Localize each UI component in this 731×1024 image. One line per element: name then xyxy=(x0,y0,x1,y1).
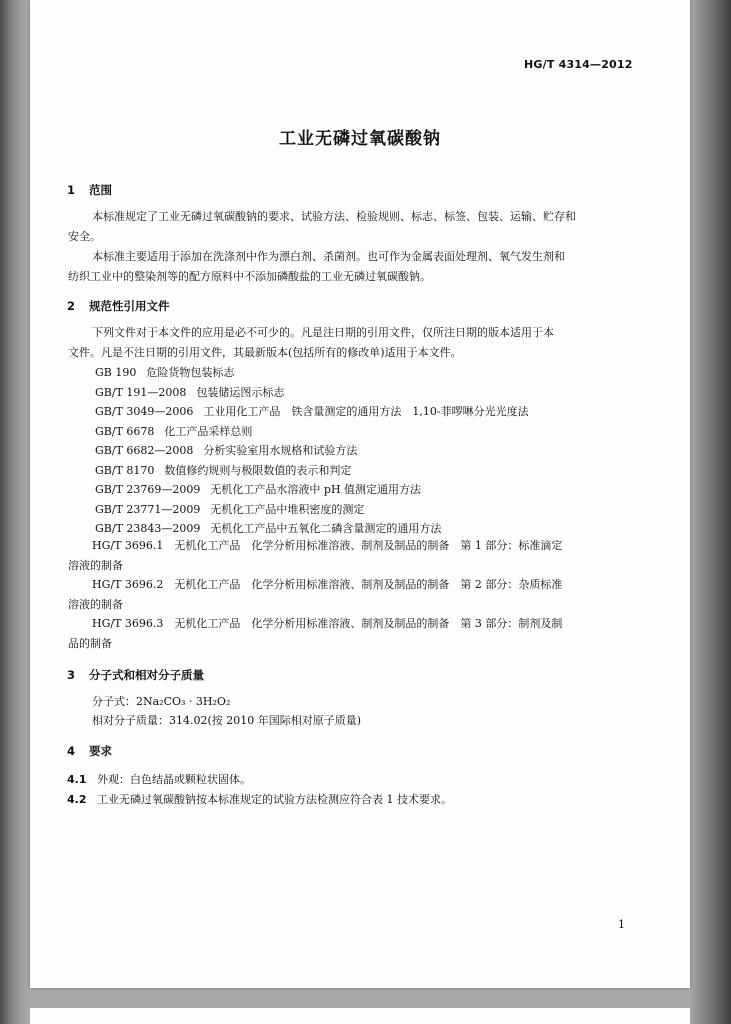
reference-item xyxy=(95,423,252,439)
section-number: 4 xyxy=(67,744,76,758)
hg-reference-2-line-1: HG/T 3696.2 无机化工产品 化学分析用标准溶液、制剂及制品的制备 第 2 部分：杂质标准 xyxy=(92,578,563,591)
reference-item xyxy=(95,520,441,536)
reference-item xyxy=(95,462,351,478)
section-title: 要求 xyxy=(89,744,112,758)
section-3-heading xyxy=(67,667,204,683)
reference-title: 包装储运图示标志 xyxy=(196,386,285,399)
section-4-heading xyxy=(67,743,112,759)
scope-paragraph-2-line-1: 本标准主要适用于添加在洗涤剂中作为漂白剂、杀菌剂。也可作为金属表面处理剂、氧气发生剂和 xyxy=(92,250,565,263)
clause-number: 4.2 xyxy=(67,793,87,806)
reference-item xyxy=(95,384,284,400)
reference-code: GB 190 xyxy=(95,366,137,379)
clause-4-1 xyxy=(67,771,251,787)
reference-item xyxy=(95,442,357,458)
reference-title: 危险货物包装标志 xyxy=(146,366,235,379)
hg-reference-3-line-2: 品的制备 xyxy=(68,637,112,650)
section-1-heading xyxy=(67,182,112,198)
reference-code: GB/T 6678 xyxy=(95,425,155,438)
clause-4-2 xyxy=(67,791,452,807)
scope-paragraph-1-line-1: 本标准规定了工业无磷过氧碳酸钠的要求、试验方法、检验规则、标志、标签、包装、运输、贮存和 xyxy=(92,210,576,223)
section-number: 2 xyxy=(67,299,76,313)
molecular-formula: 分子式：2Na₂CO₃ · 3H₂O₂ xyxy=(92,695,231,708)
reference-item xyxy=(95,403,529,419)
section-number: 3 xyxy=(67,668,76,682)
references-intro-line-1: 下列文件对于本文件的应用是必不可少的。凡是注日期的引用文件，仅所注日期的版本适用于本 xyxy=(92,326,554,339)
section-title: 范围 xyxy=(89,183,112,197)
references-intro-line-2: 文件。凡是不注日期的引用文件，其最新版本(包括所有的修改单)适用于本文件。 xyxy=(68,346,462,359)
section-title: 规范性引用文件 xyxy=(89,299,170,313)
hg-reference-3-line-1: HG/T 3696.3 无机化工产品 化学分析用标准溶液、制剂及制品的制备 第 3 部分：制剂及制 xyxy=(92,617,563,630)
reference-item xyxy=(95,481,421,497)
relative-molecular-mass: 相对分子质量：314.02(按 2010 年国际相对原子质量) xyxy=(92,714,362,727)
scope-paragraph-2-line-2: 纺织工业中的整染剂等的配方原料中不添加磷酸盐的工业无磷过氧碳酸钠。 xyxy=(68,270,431,283)
hg-reference-1-line-2: 溶液的制备 xyxy=(68,559,123,572)
hg-reference-1-line-1: HG/T 3696.1 无机化工产品 化学分析用标准溶液、制剂及制品的制备 第 1 部分：标准滴定 xyxy=(92,539,563,552)
reference-code: GB/T 23843—2009 xyxy=(95,522,201,535)
document-page xyxy=(30,0,690,988)
clause-text: 外观：白色结晶或颗粒状固体。 xyxy=(97,773,251,786)
section-title: 分子式和相对分子质量 xyxy=(89,668,204,682)
standard-code: HG/T 4314—2012 xyxy=(524,58,633,71)
reference-code: GB/T 8170 xyxy=(95,464,155,477)
section-2-heading xyxy=(67,298,170,314)
reference-title: 无机化工产品中五氧化二磷含量测定的通用方法 xyxy=(210,522,442,535)
scope-paragraph-1-line-2: 安全。 xyxy=(68,230,101,243)
reference-code: GB/T 23771—2009 xyxy=(95,503,201,516)
reference-title: 数值修约规则与极限数值的表示和判定 xyxy=(164,464,352,477)
reference-code: GB/T 6682—2008 xyxy=(95,444,194,457)
clause-text: 工业无磷过氧碳酸钠按本标准规定的试验方法检测应符合表 1 技术要求。 xyxy=(97,793,452,806)
clause-number: 4.1 xyxy=(67,773,87,786)
reference-title: 工业用化工产品 铁含量测定的通用方法 1,10-菲啰啉分光光度法 xyxy=(203,405,529,418)
page-number: 1 xyxy=(618,918,625,931)
next-document-page xyxy=(30,1008,690,1024)
reference-title: 无机化工产品水溶液中 pH 值测定通用方法 xyxy=(210,483,422,496)
reference-item xyxy=(95,501,364,517)
document-title: 工业无磷过氧碳酸钠 xyxy=(279,129,441,149)
reference-code: GB/T 23769—2009 xyxy=(95,483,201,496)
reference-item xyxy=(95,364,234,380)
reference-code: GB/T 191—2008 xyxy=(95,386,187,399)
section-number: 1 xyxy=(67,183,76,197)
hg-reference-2-line-2: 溶液的制备 xyxy=(68,598,123,611)
reference-title: 分析实验室用水规格和试验方法 xyxy=(203,444,358,457)
reference-code: GB/T 3049—2006 xyxy=(95,405,194,418)
reference-title: 无机化工产品中堆积密度的测定 xyxy=(210,503,365,516)
reference-title: 化工产品采样总则 xyxy=(164,425,253,438)
